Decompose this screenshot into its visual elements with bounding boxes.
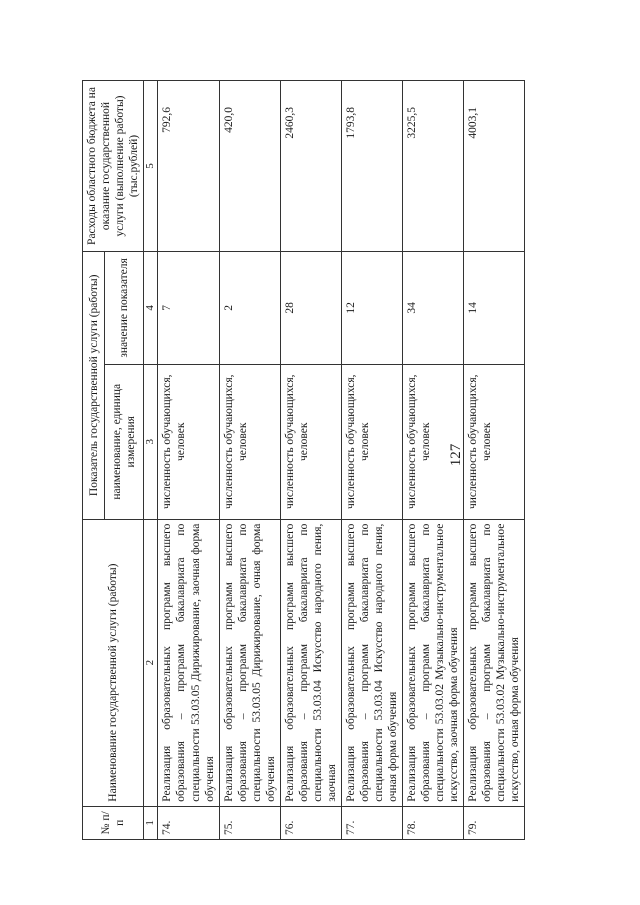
service-name: Реализация образовательных программ высшего образования – программ бакалавриата по специальности 53.03.04 Искусство народного пения, очная форма обучения	[341, 519, 402, 806]
header-service-name: Наименование государственной услуги (работы)	[83, 519, 144, 806]
table-row	[158, 81, 219, 840]
row-number: 75.	[219, 806, 280, 839]
table-row	[463, 81, 524, 840]
column-index-row	[144, 81, 158, 840]
column-index: 1	[144, 806, 158, 839]
budget-amount: 3225,5	[402, 81, 463, 252]
table-row	[219, 81, 280, 840]
indicator-unit: численность обучающихся, человек	[219, 364, 280, 519]
row-number: 76.	[280, 806, 341, 839]
indicator-value: 14	[463, 251, 524, 364]
indicator-unit: численность обучающихся, человек	[463, 364, 524, 519]
indicator-value: 28	[280, 251, 341, 364]
header-value: значение показателя	[105, 251, 144, 364]
service-name: Реализация образовательных программ высшего образования – программ бакалавриата по специальности 53.03.04 Искусство народного пения, заочная	[280, 519, 341, 806]
header-row	[83, 81, 105, 840]
column-index: 5	[144, 81, 158, 252]
budget-amount: 4003,1	[463, 81, 524, 252]
indicator-value: 2	[219, 251, 280, 364]
table-row	[402, 81, 463, 840]
service-name: Реализация образовательных программ высшего образования – программ бакалавриата по специальности 53.03.05 Дирижирование, заочная форма обучения	[158, 519, 219, 806]
services-table	[82, 80, 525, 840]
page-number: 127	[448, 443, 464, 467]
column-index: 2	[144, 519, 158, 806]
table-body	[158, 81, 524, 840]
budget-amount: 420,0	[219, 81, 280, 252]
table-row	[280, 81, 341, 840]
row-number: 78.	[402, 806, 463, 839]
budget-amount: 2460,3	[280, 81, 341, 252]
budget-amount: 792,6	[158, 81, 219, 252]
header-budget: Расходы областного бюджета на оказание государственной услуги (выполнение работы) (тыс.рублей)	[83, 81, 144, 252]
indicator-value: 12	[341, 251, 402, 364]
row-number: 74.	[158, 806, 219, 839]
indicator-value: 34	[402, 251, 463, 364]
budget-amount: 1793,8	[341, 81, 402, 252]
service-name: Реализация образовательных программ высшего образования – программ бакалавриата по специальности 53.03.02 Музыкально-инструментальное искусство, очная форма обучения	[463, 519, 524, 806]
indicator-unit: численность обучающихся, человек	[280, 364, 341, 519]
header-indicator-group: Показатель государственной услуги (работы)	[83, 251, 105, 519]
service-name: Реализация образовательных программ высшего образования – программ бакалавриата по специальности 53.03.02 Музыкально-инструментальное искусство, заочная форма обучения	[402, 519, 463, 806]
header-unit: наименование, единица измерения	[105, 364, 144, 519]
indicator-value: 7	[158, 251, 219, 364]
row-number: 79.	[463, 806, 524, 839]
indicator-unit: численность обучающихся, человек	[402, 364, 463, 519]
indicator-unit: численность обучающихся, человек	[158, 364, 219, 519]
column-index: 4	[144, 251, 158, 364]
header-number: № п/п	[83, 806, 144, 839]
table-row	[341, 81, 402, 840]
column-index: 3	[144, 364, 158, 519]
indicator-unit: численность обучающихся, человек	[341, 364, 402, 519]
row-number: 77.	[341, 806, 402, 839]
service-name: Реализация образовательных программ высшего образования – программ бакалавриата по специальности 53.03.05 Дирижирование, очная форма обучения	[219, 519, 280, 806]
